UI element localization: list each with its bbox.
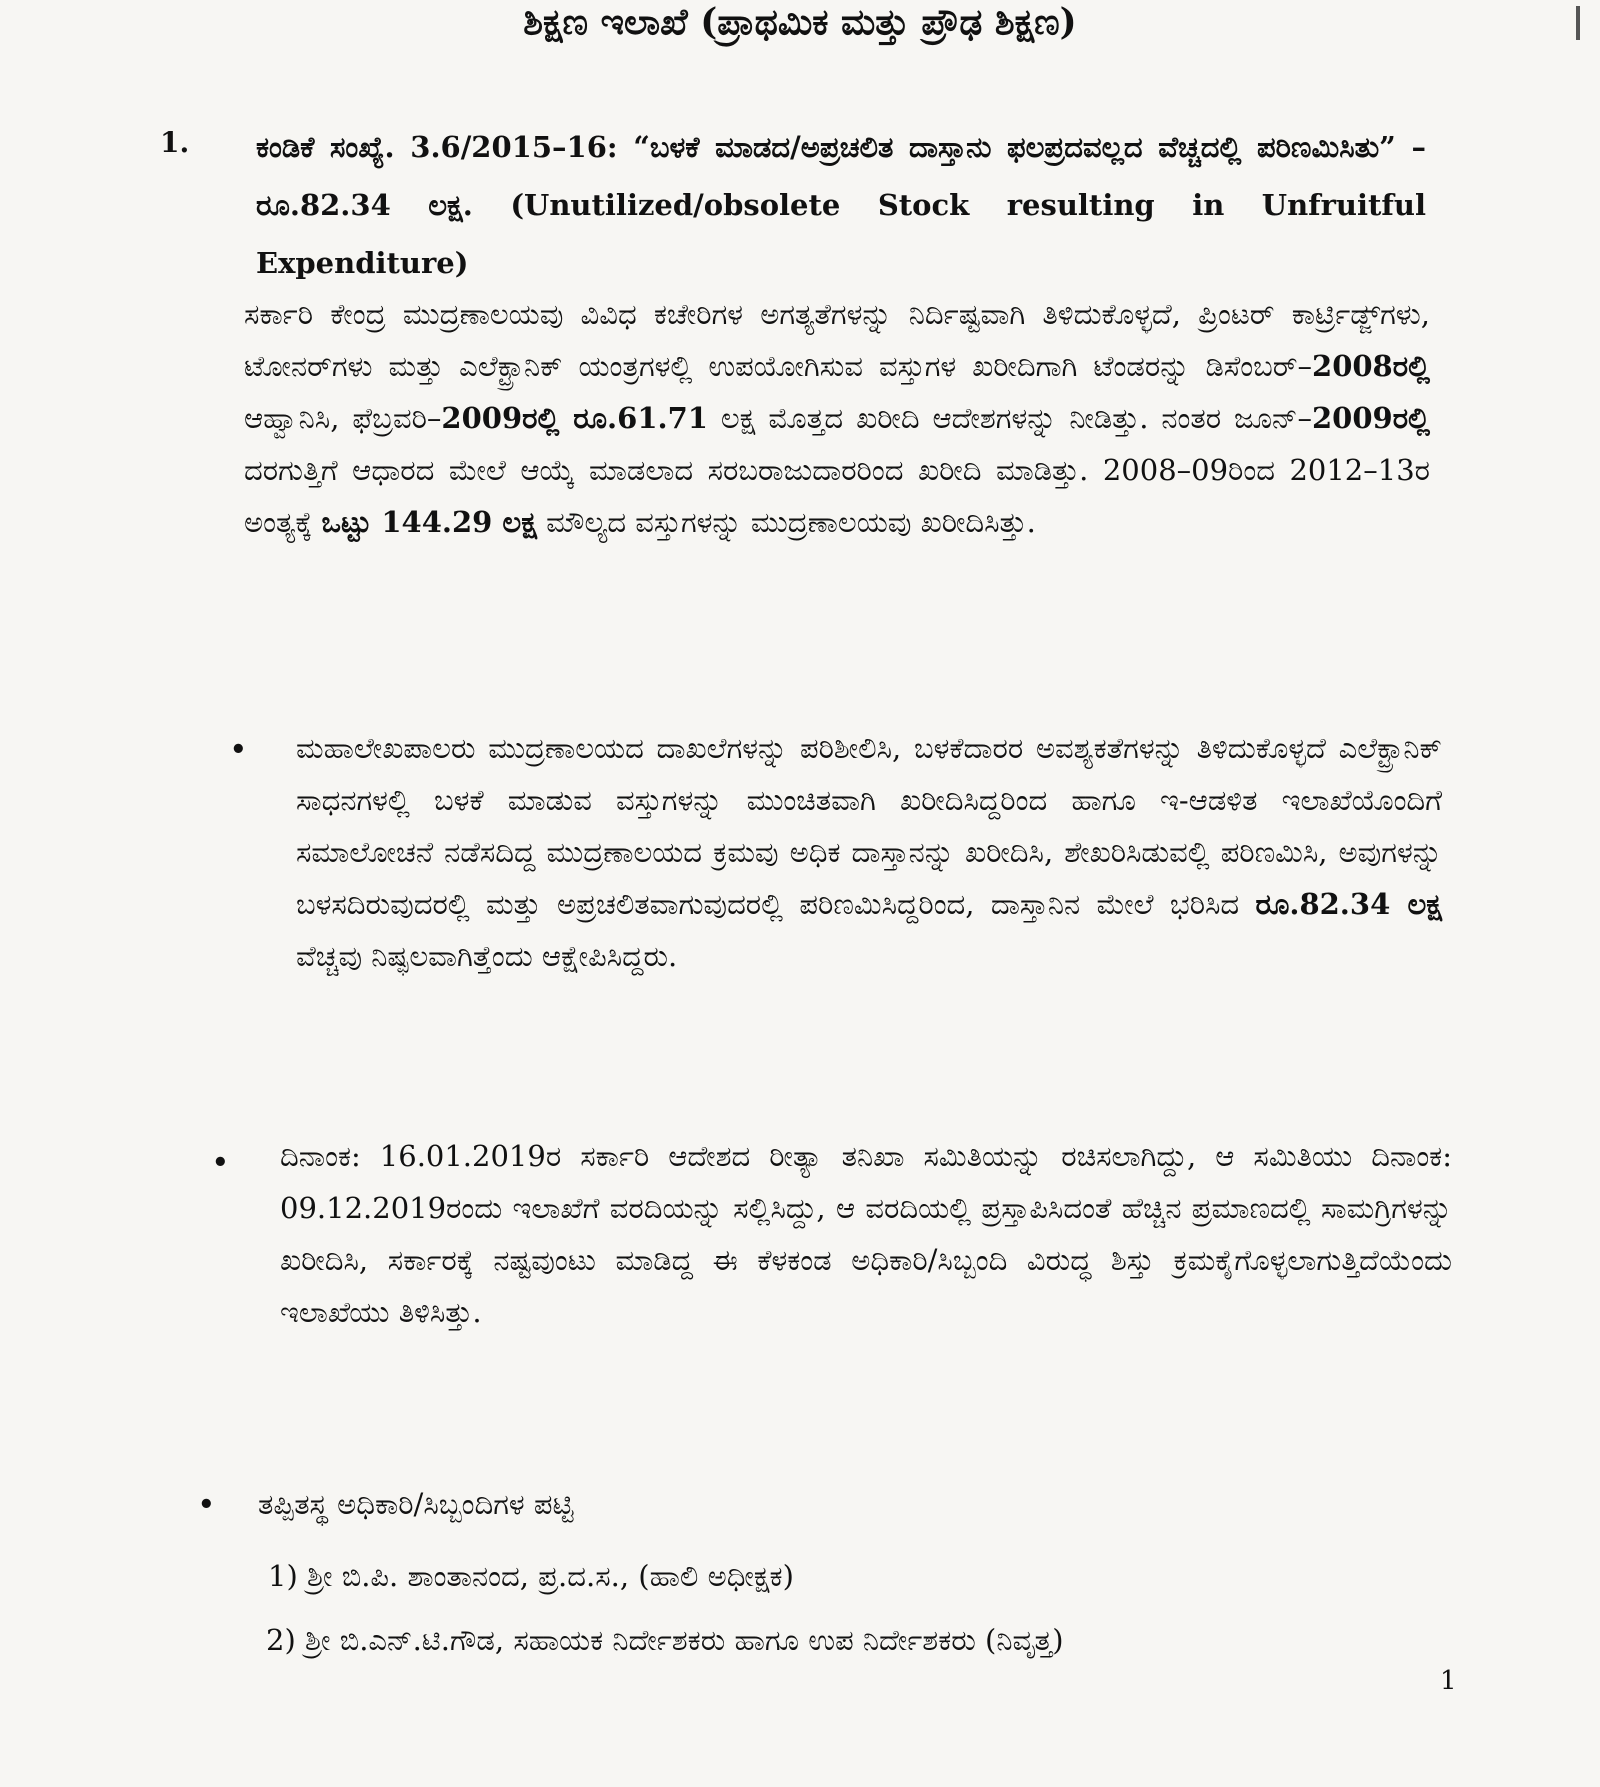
bullet-text: ಮಹಾಲೇಖಪಾಲರು ಮುದ್ರಣಾಲಯದ ದಾಖಲೆಗಳನ್ನು ಪರಿಶೀಲಿಸಿ, ಬಳಕೆದಾರರ ಅವಶ್ಯಕತೆಗಳನ್ನು ತಿಳಿದುಕೊಳ್ಳದೆ ಎಲೆಕ್ಟ್ರಾನಿಕ್ ಸಾಧನಗಳಲ್ಲಿ ಬಳಕೆ ಮಾಡುವ ವಸ್ತುಗಳನ್ನು ಮುಂಚಿತವಾಗಿ ಖರೀದಿಸಿದ್ದರಿಂದ ಹಾಗೂ ಇ-ಆಡಳಿತ ಇಲಾಖೆಯೊಂದಿಗೆ ಸಮಾಲೋಚನೆ ನಡೆಸದಿದ್ದ ಮುದ್ರಣಾಲಯದ ಕ್ರಮವು ಅಧಿಕ ದಾಸ್ತಾನನ್ನು ಖರೀದಿಸಿ, ಶೇಖರಿಸಿಡುವಲ್ಲಿ ಪರಿಣಮಿಸಿ, ಅವುಗಳನ್ನು ಬಳಸದಿರುವುದರಲ್ಲಿ ಮತ್ತು ಅಪ್ರಚಲಿತವಾಗುವುದರಲ್ಲಿ ಪರಿಣಮಿಸಿದ್ದರಿಂದ, ದಾಸ್ತಾನಿನ ಮೇಲೆ ಭರಿಸಿದ xyxy=(296,731,1442,921)
body-text: ಸರ್ಕಾರಿ ಕೇಂದ್ರ ಮುದ್ರಣಾಲಯವು ವಿವಿಧ ಕಚೇರಿಗಳ ಅಗತ್ಯತೆಗಳನ್ನು ನಿರ್ದಿಷ್ಟವಾಗಿ ತಿಳಿದುಕೊಳ್ಳದೆ, ಪ್ರಿಂಟರ್ ಕಾರ್ಟ್ರಿಡ್ಜ್‌ಗಳು, ಟೋನರ್‌ಗಳು ಮತ್ತು ಎಲೆಕ್ಟ್ರಾನಿಕ್ ಯಂತ್ರಗಳಲ್ಲಿ ಉಪಯೋಗಿಸುವ ವಸ್ತುಗಳ ಖರೀದಿಗಾಗಿ ಟೆಂಡರನ್ನು ಡಿಸೆಂಬರ್– xyxy=(244,297,1430,383)
official-list-item: 2) ಶ್ರೀ ಬಿ.ಎನ್.ಟಿ.ಗೌಡ, ಸಹಾಯಕ ನಿರ್ದೇಶಕರು ಹಾಗೂ ಉಪ ನಿರ್ದೇಶಕರು (ನಿವೃತ್ತ) xyxy=(266,1623,1064,1657)
body-text: ದರಗುತ್ತಿಗೆ ಆಧಾರದ ಮೇಲೆ ಆಯ್ಕೆ ಮಾಡಲಾದ ಸರಬರಾಜುದಾರರಿಂದ ಖರೀದಿ ಮಾಡಿತ್ತು. 2008–09ರಿಂದ 2012–13ರ ಅಂತ್ಯಕ್ಕೆ xyxy=(244,453,1430,539)
official-list-item: 1) ಶ್ರೀ ಬಿ.ಪಿ. ಶಾಂತಾನಂದ, ಪ್ರ.ದ.ಸ., (ಹಾಲಿ ಅಧೀಕ್ಷಕ) xyxy=(268,1559,794,1593)
body-text: ಲಕ್ಷ ಮೊತ್ತದ ಖರೀದಿ ಆದೇಶಗಳನ್ನು ನೀಡಿತ್ತು. ನಂತರ ಜೂನ್– xyxy=(707,401,1312,435)
bullet-item-committee: ದಿನಾಂಕ: 16.01.2019ರ ಸರ್ಕಾರಿ ಆದೇಶದ ರೀತ್ಯಾ ತನಿಖಾ ಸಮಿತಿಯನ್ನು ರಚಿಸಲಾಗಿದ್ದು, ಆ ಸಮಿತಿಯು ದಿನಾಂಕ: 09.12.2019ರಂದು ಇಲಾಖೆಗೆ ವರದಿಯನ್ನು ಸಲ್ಲಿಸಿದ್ದು, ಆ ವರದಿಯಲ್ಲಿ ಪ್ರಸ್ತಾಪಿಸಿದಂತೆ ಹೆಚ್ಚಿನ ಪ್ರಮಾಣದಲ್ಲಿ ಸಾಮಗ್ರಿಗಳನ್ನು ಖರೀದಿಸಿ, ಸರ್ಕಾರಕ್ಕೆ ನಷ್ಟವುಂಟು ಮಾಡಿದ್ದ ಈ ಕೆಳಕಂಡ ಅಧಿಕಾರಿ/ಸಿಬ್ಬಂದಿ ವಿರುದ್ಧ ಶಿಸ್ತು ಕ್ರಮಕೈಗೊಳ್ಳಲಾಗುತ್ತಿದೆಯೆಂದು ಇಲಾಖೆಯು ತಿಳಿಸಿತ್ತು. xyxy=(280,1139,1452,1329)
paragraph-title: ಕಂಡಿಕೆ ಸಂಖ್ಯೆ. 3.6/2015–16: “ಬಳಕೆ ಮಾಡದ/ಅಪ್ರಚಲಿತ ದಾಸ್ತಾನು ಫಲಪ್ರದವಲ್ಲದ ವೆಚ್ಚದಲ್ಲಿ ಪರಿಣಮಿಸಿತು” – ರೂ.82.34 ಲಕ್ಷ. (Unutilized/obsolete Stock resulting in Unfruitful Expenditure) xyxy=(256,130,1426,280)
bullet-marker: • xyxy=(230,735,247,765)
body-bold: ಒಟ್ಟು 144.29 ಲಕ್ಷ xyxy=(321,505,537,539)
paragraph-number: 1. xyxy=(160,126,190,159)
bullet-item-officials-heading: ತಪ್ಪಿತಸ್ಥ ಅಧಿಕಾರಿ/ಸಿಬ್ಬಂದಿಗಳ ಪಟ್ಟಿ xyxy=(258,1487,574,1521)
body-bold: 2008ರಲ್ಲಿ xyxy=(1312,349,1430,383)
paragraph-body xyxy=(244,288,1430,548)
page-number: 1 xyxy=(1440,1666,1457,1696)
bullet-bold: ರೂ.82.34 ಲಕ್ಷ xyxy=(1255,887,1443,921)
page-heading: ಶಿಕ್ಷಣ ಇಲಾಖೆ (ಪ್ರಾಥಮಿಕ ಮತ್ತು ಪ್ರೌಢ ಶಿಕ್ಷಣ) xyxy=(523,1,1077,43)
bullet-item-objection xyxy=(296,722,1442,982)
body-bold: 2009ರಲ್ಲಿ xyxy=(1312,401,1430,435)
bullet-text: ವೆಚ್ಚವು ನಿಷ್ಫಲವಾಗಿತ್ತೆಂದು ಆಕ್ಷೇಪಿಸಿದ್ದರು. xyxy=(296,939,678,973)
body-bold: 2009ರಲ್ಲಿ ರೂ.61.71 xyxy=(441,401,708,435)
bullet-marker: • xyxy=(212,1148,229,1178)
bullet-marker: • xyxy=(198,1490,215,1520)
body-text: ಮೌಲ್ಯದ ವಸ್ತುಗಳನ್ನು ಮುದ್ರಣಾಲಯವು ಖರೀದಿಸಿತ್ತು. xyxy=(536,505,1036,539)
body-text: ಆಹ್ವಾನಿಸಿ, ಫೆಬ್ರವರಿ– xyxy=(244,401,442,435)
